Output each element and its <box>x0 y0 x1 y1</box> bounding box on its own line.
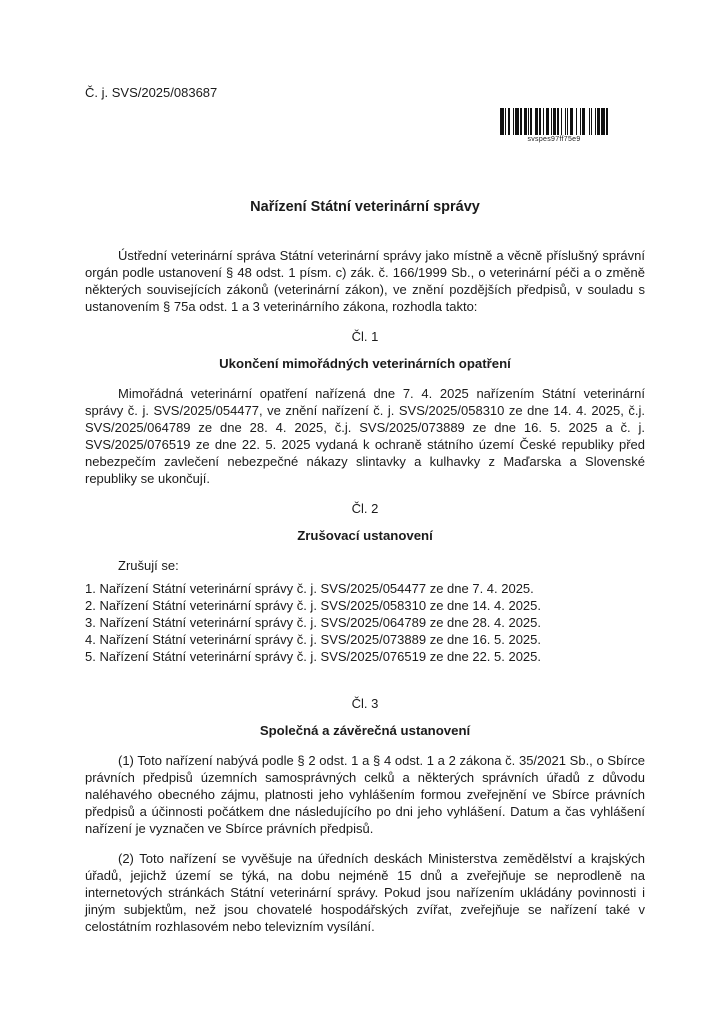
intro-paragraph: Ústřední veterinární správa Státní veterinární správy jako místně a věcně příslušný správní orgán podle ustanovení § 48 odst. 1 písm. c) zák. č. 166/1999 Sb., o veterinární péči a o změně některých souvisejících zákonů (veterinární zákon), ve znění pozdějších předpisů, v souladu s ustanovením § 75a odst. 1 a 3 veterinárního zákona, rozhodla takto: <box>85 248 645 314</box>
reference-number: Č. j. SVS/2025/083687 <box>85 85 218 100</box>
article-2-lead: Zrušují se: <box>118 558 179 573</box>
revocation-list <box>85 580 645 665</box>
article-1-heading: Ukončení mimořádných veterinárních opatření <box>219 356 511 371</box>
revocation-list-item-4: 4. Nařízení Státní veterinární správy č. j. SVS/2025/073889 ze dne 16. 5. 2025. <box>85 632 542 647</box>
revocation-list-item-5: 5. Nařízení Státní veterinární správy č. j. SVS/2025/076519 ze dne 22. 5. 2025. <box>85 649 542 664</box>
article-1-number: Čl. 1 <box>351 329 379 344</box>
revocation-list-item-1: 1. Nařízení Státní veterinární správy č. j. SVS/2025/054477 ze dne 7. 4. 2025. <box>85 581 534 596</box>
article-2-heading: Zrušovací ustanovení <box>297 528 433 543</box>
barcode-image <box>500 108 608 135</box>
barcode-label: svspes97ff75e9 <box>527 136 581 143</box>
revocation-list-item-3: 3. Nařízení Státní veterinární správy č. j. SVS/2025/064789 ze dne 28. 4. 2025. <box>85 615 542 630</box>
article-3-paragraph-1: (1) Toto nařízení nabývá podle § 2 odst. 1 a § 4 odst. 1 a 2 zákona č. 35/2021 Sb., o Sbírce právních předpisů územních samosprávných celků a některých správních úřadů z důvodu naléhavého obecného zájmu, platnosti jeho vyhlášením formou zveřejnění ve Sbírce právních předpisů a účinnosti počátkem dne následujícího po dni jeho vyhlášení. Datum a čas vyhlášení nařízení je vyznačen ve Sbírce právních předpisů. <box>85 753 645 836</box>
document-title: Nařízení Státní veterinární správy <box>250 199 480 215</box>
barcode <box>500 108 608 145</box>
article-3-paragraph-2: (2) Toto nařízení se vyvěšuje na úředních deskách Ministerstva zemědělství a krajských úřadů, jejichž území se týká, na dobu nejméně 15 dnů a zveřejňuje se neprodleně na internetových stránkách Státní veterinární správy. Pokud jsou nařízením ukládány povinnosti i jiným subjektům, než jsou chovatelé hospodářských zvířat, zveřejňuje se nařízení také v celostátním rozhlasovém nebo televizním vysílání. <box>85 851 645 934</box>
article-3-heading: Společná a závěrečná ustanovení <box>259 723 471 738</box>
article-1-paragraph: Mimořádná veterinární opatření nařízená dne 7. 4. 2025 nařízením Státní veterinární správy č. j. SVS/2025/054477, ve znění nařízení č. j. SVS/2025/058310 ze dne 14. 4. 2025, č.j. SVS/2025/064789 ze dne 28. 4. 2025, č.j. SVS/2025/073889 ze dne 16. 5. 2025 a č. j. SVS/2025/076519 ze dne 22. 5. 2025 vydaná k ochraně státního území České republiky před nebezpečím zavlečení nebezpečné nákazy slintavky a kulhavky z Maďarska a Slovenské republiky se ukončují. <box>85 386 645 486</box>
barcode-bar <box>606 108 607 135</box>
article-3-number: Čl. 3 <box>351 696 379 711</box>
article-2-number: Čl. 2 <box>351 501 379 516</box>
revocation-list-item-2: 2. Nařízení Státní veterinární správy č. j. SVS/2025/058310 ze dne 14. 4. 2025. <box>85 598 542 613</box>
